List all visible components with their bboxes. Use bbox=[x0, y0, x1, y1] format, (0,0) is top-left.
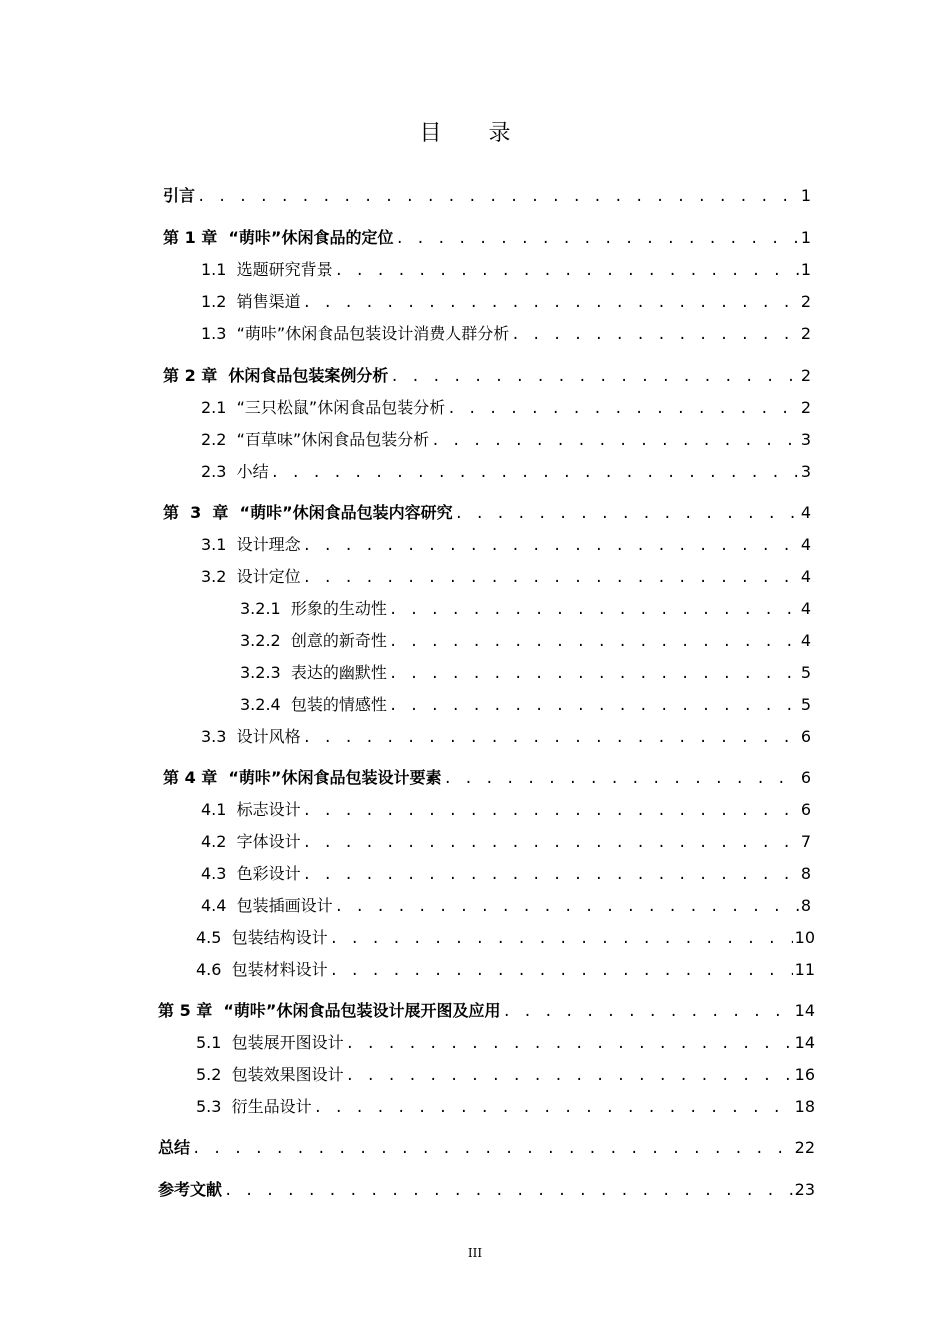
toc-leader bbox=[303, 291, 799, 315]
toc-leader bbox=[197, 185, 799, 209]
toc-page: 4 bbox=[800, 535, 811, 554]
toc-entry-chapter-2[interactable] bbox=[163, 364, 811, 388]
toc-entry-2-1[interactable] bbox=[201, 396, 811, 420]
toc-leader bbox=[303, 831, 799, 855]
toc-entry-5-3[interactable] bbox=[196, 1095, 815, 1119]
toc-label: 5.1 包装展开图设计 bbox=[196, 1033, 344, 1052]
toc-entry-5-2[interactable] bbox=[196, 1063, 815, 1087]
toc-leader bbox=[389, 662, 799, 686]
page-title: 目 录 bbox=[419, 121, 531, 146]
toc-page: 18 bbox=[794, 1097, 815, 1116]
toc-entry-4-5[interactable] bbox=[196, 926, 815, 950]
toc-leader bbox=[443, 767, 798, 791]
toc-label: 4.4 包装插画设计 bbox=[201, 896, 333, 915]
toc-page: 22 bbox=[794, 1138, 815, 1157]
toc-entry-4-4[interactable] bbox=[201, 894, 811, 918]
toc-page: 8 bbox=[800, 896, 811, 915]
page-number: III bbox=[467, 1246, 483, 1260]
toc-page: 1 bbox=[800, 260, 811, 279]
toc-leader bbox=[303, 534, 799, 558]
toc-label: 5.2 包装效果图设计 bbox=[196, 1065, 344, 1084]
toc-page: 14 bbox=[794, 1001, 815, 1020]
toc-label: 第 1 章 “萌咔”休闲食品的定位 bbox=[163, 228, 394, 247]
toc-label: 3.1 设计理念 bbox=[201, 535, 301, 554]
toc-page: 2 bbox=[800, 292, 811, 311]
toc-page: 6 bbox=[800, 727, 811, 746]
toc-label: 总结 bbox=[158, 1138, 191, 1157]
toc-leader bbox=[335, 259, 799, 283]
toc-leader bbox=[330, 959, 793, 983]
toc-label: 3.2 设计定位 bbox=[201, 567, 301, 586]
toc-leader bbox=[395, 227, 798, 251]
toc-leader bbox=[511, 323, 799, 347]
toc-entry-5-1[interactable] bbox=[196, 1031, 815, 1055]
toc-entry-4-6[interactable] bbox=[196, 958, 815, 982]
toc-label: 2.2 “百草味”休闲食品包装分析 bbox=[201, 430, 430, 449]
toc-page: 5 bbox=[800, 663, 811, 682]
toc-entry-intro[interactable] bbox=[163, 184, 811, 208]
toc-label: 第 5 章 “萌咔”休闲食品包装设计展开图及应用 bbox=[158, 1001, 501, 1020]
toc-leader bbox=[335, 895, 799, 919]
toc-leader bbox=[192, 1137, 793, 1161]
toc-page: 4 bbox=[800, 599, 811, 618]
toc-label: 1.2 销售渠道 bbox=[201, 292, 301, 311]
toc-label: 3.2.2 创意的新奇性 bbox=[240, 631, 387, 650]
toc-entry-3-2-2[interactable] bbox=[240, 629, 811, 653]
toc-leader bbox=[271, 461, 799, 485]
toc-leader bbox=[303, 863, 799, 887]
toc-leader bbox=[455, 502, 799, 526]
toc-entry-3-3[interactable] bbox=[201, 725, 811, 749]
toc-label: 第 3 章 “萌咔”休闲食品包装内容研究 bbox=[163, 503, 453, 522]
toc-label: 引言 bbox=[163, 186, 196, 205]
toc-leader bbox=[502, 1000, 792, 1024]
toc-label: 3.2.1 形象的生动性 bbox=[240, 599, 387, 618]
toc-leader bbox=[346, 1064, 793, 1088]
toc-page: 2 bbox=[800, 324, 811, 343]
toc-label: 2.1 “三只松鼠”休闲食品包装分析 bbox=[201, 398, 446, 417]
toc-label: 4.1 标志设计 bbox=[201, 800, 301, 819]
toc-leader bbox=[431, 429, 799, 453]
toc-leader bbox=[346, 1032, 793, 1056]
toc-entry-2-2[interactable] bbox=[201, 428, 811, 452]
toc-page: 8 bbox=[800, 864, 811, 883]
toc-label: 第 4 章 “萌咔”休闲食品包装设计要素 bbox=[163, 768, 442, 787]
toc-label: 参考文献 bbox=[158, 1180, 223, 1199]
toc-page: 14 bbox=[794, 1033, 815, 1052]
toc-leader bbox=[303, 799, 799, 823]
toc-label: 5.3 衍生品设计 bbox=[196, 1097, 312, 1116]
toc-entry-2-3[interactable] bbox=[201, 460, 811, 484]
toc-page: 23 bbox=[794, 1180, 815, 1199]
toc-label: 4.2 字体设计 bbox=[201, 832, 301, 851]
toc-label: 1.3 “萌咔”休闲食品包装设计消费人群分析 bbox=[201, 324, 510, 343]
toc-entry-1-3[interactable] bbox=[201, 322, 811, 346]
toc-leader bbox=[303, 566, 799, 590]
toc-entry-3-2-3[interactable] bbox=[240, 661, 811, 685]
toc-label: 第 2 章 休闲食品包装案例分析 bbox=[163, 366, 389, 385]
toc-leader bbox=[390, 365, 798, 389]
toc-page: 16 bbox=[794, 1065, 815, 1084]
toc-leader bbox=[224, 1179, 793, 1203]
toc-page: 3 bbox=[800, 462, 811, 481]
toc-label: 3.3 设计风格 bbox=[201, 727, 301, 746]
toc-page: 10 bbox=[794, 928, 815, 947]
toc-page: 4 bbox=[800, 503, 811, 522]
toc-entry-4-1[interactable] bbox=[201, 798, 811, 822]
toc-page: 6 bbox=[800, 768, 811, 787]
toc-label: 4.3 色彩设计 bbox=[201, 864, 301, 883]
toc-entry-references[interactable] bbox=[158, 1178, 815, 1202]
toc-entry-1-1[interactable] bbox=[201, 258, 811, 282]
toc-page: 2 bbox=[800, 398, 811, 417]
toc-entry-summary[interactable] bbox=[158, 1136, 815, 1160]
toc-label: 4.6 包装材料设计 bbox=[196, 960, 328, 979]
toc-entry-3-2-1[interactable] bbox=[240, 597, 811, 621]
toc-leader bbox=[389, 694, 799, 718]
toc-entry-chapter-3[interactable] bbox=[163, 501, 811, 525]
toc-page: 11 bbox=[794, 960, 815, 979]
toc-leader bbox=[447, 397, 799, 421]
toc-label: 3.2.3 表达的幽默性 bbox=[240, 663, 387, 682]
toc-page: 6 bbox=[800, 800, 811, 819]
toc-page: 5 bbox=[800, 695, 811, 714]
toc-entry-chapter-1[interactable] bbox=[163, 226, 811, 250]
toc-entry-4-2[interactable] bbox=[201, 830, 811, 854]
toc-label: 1.1 选题研究背景 bbox=[201, 260, 333, 279]
toc-label: 3.2.4 包装的情感性 bbox=[240, 695, 387, 714]
toc-page: 2 bbox=[800, 366, 811, 385]
toc-entry-1-2[interactable] bbox=[201, 290, 811, 314]
toc-entry-3-2-4[interactable] bbox=[240, 693, 811, 717]
toc-entry-chapter-4[interactable] bbox=[163, 766, 811, 790]
toc-label: 4.5 包装结构设计 bbox=[196, 928, 328, 947]
toc-page: 3 bbox=[800, 430, 811, 449]
toc-entry-3-1[interactable] bbox=[201, 533, 811, 557]
toc-leader bbox=[389, 630, 799, 654]
toc-entry-chapter-5[interactable] bbox=[158, 999, 815, 1023]
toc-leader bbox=[314, 1096, 793, 1120]
toc-page: 1 bbox=[800, 228, 811, 247]
toc-leader bbox=[303, 726, 799, 750]
toc-page: 4 bbox=[800, 631, 811, 650]
toc-leader bbox=[330, 927, 793, 951]
toc-leader bbox=[389, 598, 799, 622]
toc-page: 1 bbox=[800, 186, 811, 205]
toc-entry-4-3[interactable] bbox=[201, 862, 811, 886]
toc-page: 7 bbox=[800, 832, 811, 851]
toc-entry-3-2[interactable] bbox=[201, 565, 811, 589]
toc-page: 4 bbox=[800, 567, 811, 586]
toc-label: 2.3 小结 bbox=[201, 462, 269, 481]
